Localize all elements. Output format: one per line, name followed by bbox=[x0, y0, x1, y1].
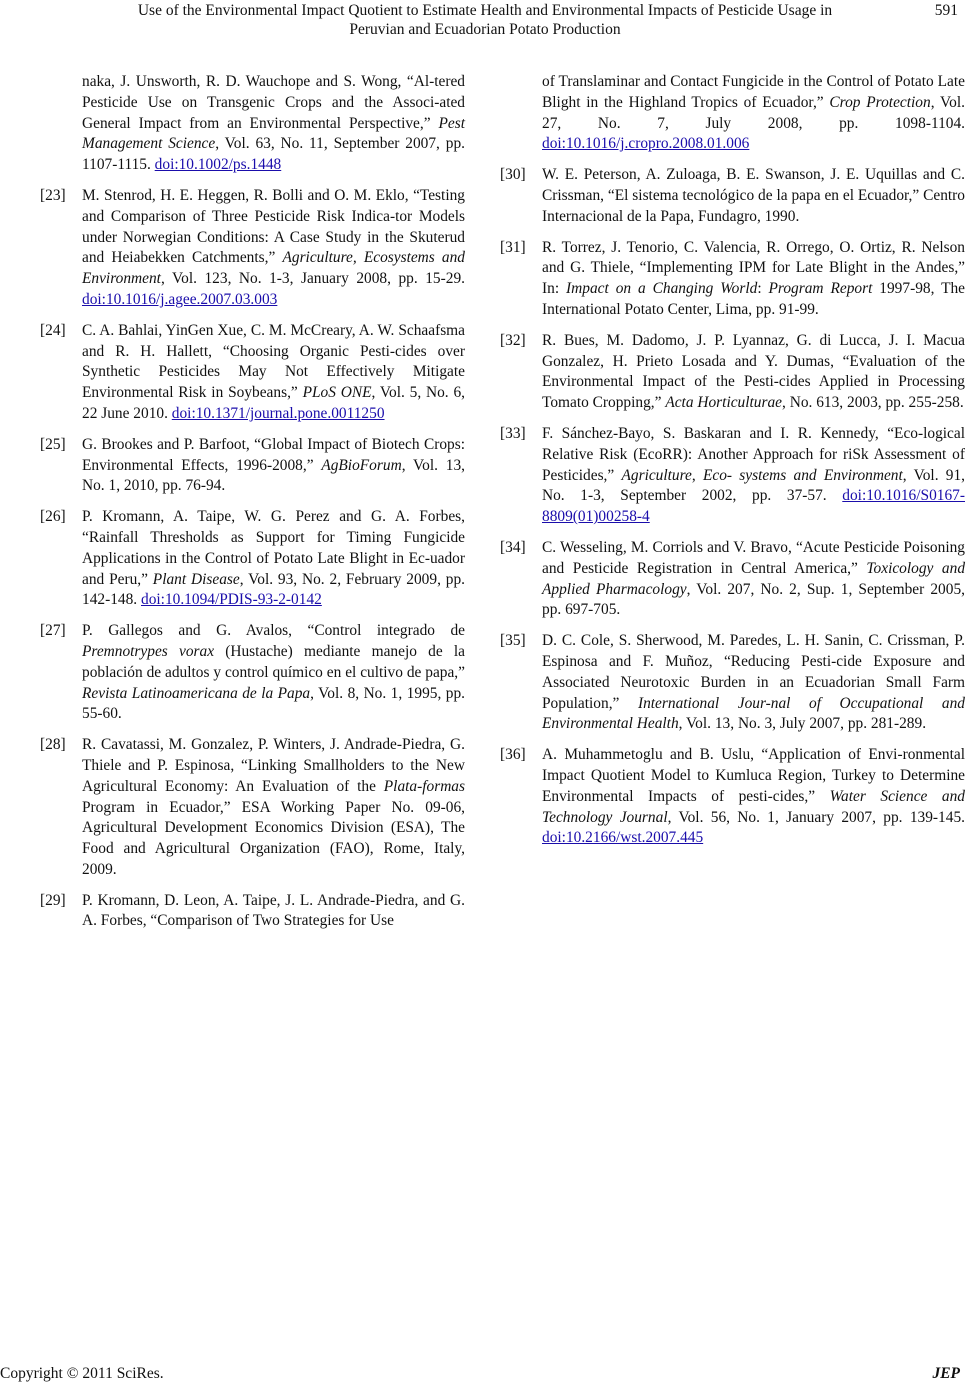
reference-text: W. E. Peterson, A. Zuloaga, B. E. Swanson, J. E. Uquillas and C. Crissman, “El sistema tecnológico de la papa en el Ecuador,” Centro Internacional de la Papa, Fundagro, 1990. bbox=[542, 166, 965, 225]
running-title bbox=[40, 1, 930, 39]
reference-number: [25] bbox=[40, 435, 66, 453]
reference-text: : bbox=[757, 280, 769, 298]
reference-entry bbox=[40, 72, 465, 176]
reference-italic-text: Agriculture, Ecosystems and Environment bbox=[82, 249, 465, 288]
reference-text: of Translaminar and Contact Fungicide in the Control of Potato Late Blight in the Highland Tropics of Ecuador,” bbox=[542, 73, 965, 111]
reference-number: [28] bbox=[40, 736, 66, 754]
reference-italic-text: Plata-formas bbox=[383, 777, 465, 795]
reference-number: [34] bbox=[500, 538, 526, 556]
reference-column-left bbox=[40, 72, 465, 942]
reference-entry bbox=[40, 735, 465, 881]
reference-entry bbox=[40, 891, 465, 933]
reference-text: A. Muhammetoglu and B. Uslu, “Application of Envi-ronmental Impact Quotient Model to Kumluca Region, Turkey to Determine Environmental Impacts of pesti-cides,” bbox=[542, 746, 965, 805]
reference-text: , Vol. 5, No. 6, 22 June 2010. bbox=[82, 384, 466, 422]
reference-entry bbox=[500, 165, 965, 227]
reference-entry bbox=[40, 186, 465, 311]
reference-text: F. Sánchez-Bayo, S. Baskaran and I. R. Kennedy, “Eco-logical Relative Risk (EcoRR): Another Approach for riSk Assessment of Pesticides,” bbox=[542, 424, 965, 484]
reference-number: [36] bbox=[500, 746, 526, 764]
reference-text: R. Cavatassi, M. Gonzalez, P. Winters, J. Andrade-Piedra, G. Thiele and P. Espinosa, “Linking Smallholders to the New Agricultural Economy: An Evaluation of the bbox=[82, 736, 465, 795]
reference-italic-text: Revista Latinoamericana de la Papa bbox=[82, 684, 311, 702]
reference-text: , Vol. 56, No. 1, January 2007, pp. 139-145. bbox=[667, 808, 965, 826]
reference-italic-text: Crop Protection bbox=[829, 93, 931, 111]
reference-italic-text: PLoS ONE bbox=[302, 384, 372, 402]
reference-text: (Hustache) mediante manejo de la población de adultos y control químico en el cultivo de papa,” bbox=[82, 642, 465, 681]
reference-italic-text: Agriculture bbox=[621, 466, 692, 484]
reference-italic-text: International Jour-nal of Occupational and Environmental Health bbox=[542, 694, 965, 733]
reference-italic-text: Impact on a Changing World bbox=[566, 280, 758, 298]
reference-entry bbox=[500, 631, 965, 735]
page-header bbox=[0, 0, 968, 40]
reference-entry bbox=[500, 238, 965, 321]
reference-text: , Vol. 207, No. 2, Sup. 1, September 2005, pp. 697-705. bbox=[542, 580, 965, 619]
journal-abbreviation: JEP bbox=[932, 1365, 960, 1382]
reference-number: [30] bbox=[500, 166, 526, 184]
doi-link[interactable]: doi:10.2166/wst.2007.445 bbox=[542, 829, 704, 847]
reference-number: [31] bbox=[500, 238, 526, 256]
reference-text: R. Bues, M. Dadomo, J. P. Lyannaz, G. di Lucca, J. I. Macua Gonzalez, H. Prieto Losada and Y. Dumas, “Evaluation of the Environmental Impact of the Pesti-cides Applied in Processing Tomato Cropping,” bbox=[542, 331, 965, 412]
reference-entry bbox=[40, 321, 465, 425]
reference-text: C. A. Bahlai, YinGen Xue, C. M. McCreary, A. W. Schaafsma and R. H. Hallett, “Choosing Organic Pesti-cides over Synthetic Pesticides May Not Effectively Mitigate Environmental Risk in Soybeans,” bbox=[82, 321, 465, 402]
reference-text: , Vol. 8, No. 1, 1995, pp. 55-60. bbox=[82, 684, 466, 723]
reference-italic-text: Water Science and Technology Journal bbox=[542, 787, 965, 826]
reference-text: , Vol. 27, No. 7, July 2008, pp. 1098-1104. bbox=[542, 93, 965, 132]
reference-entry bbox=[40, 621, 465, 725]
reference-text: , No. 613, 2003, pp. 255-258. bbox=[782, 394, 964, 412]
reference-number: [35] bbox=[500, 632, 526, 650]
reference-italic-text: Pest Management Science bbox=[82, 114, 465, 153]
reference-text: P. Kromann, D. Leon, A. Taipe, J. L. Andrade-Piedra, and G. A. Forbes, “Comparison of Two Strategies for Use bbox=[82, 891, 465, 930]
reference-italic-text: Eco- systems and Environment bbox=[702, 466, 903, 484]
reference-italic-text: Premnotrypes vorax bbox=[82, 642, 215, 660]
doi-link[interactable]: doi:10.1016/S0167-8809(01)00258-4 bbox=[542, 487, 965, 526]
reference-text: D. C. Cole, S. Sherwood, M. Paredes, L. H. Sanin, C. Crissman, P. Espinosa and F. Muñoz, “Reducing Pesti-cide Exposure and Associated Neurotoxic Burden in an Ecuadorian Small Farm Population,” bbox=[542, 632, 965, 712]
doi-link[interactable]: doi:10.1016/j.agee.2007.03.003 bbox=[82, 290, 278, 308]
reference-text: , Vol. 63, No. 11, September 2007, pp. 1107-1115. bbox=[82, 135, 465, 174]
reference-text: , Vol. 13, No. 3, July 2007, pp. 281-289. bbox=[678, 715, 927, 733]
reference-italic-text: Toxicology and Applied Pharmacology bbox=[542, 559, 966, 598]
doi-link[interactable]: doi:10.1002/ps.1448 bbox=[154, 156, 282, 174]
reference-text: P. Gallegos and G. Avalos, “Control integrado de bbox=[82, 622, 465, 640]
reference-entry bbox=[500, 745, 965, 849]
reference-entry bbox=[40, 507, 465, 611]
reference-number: [26] bbox=[40, 508, 66, 526]
reference-text: C. Wesseling, M. Corriols and V. Bravo, “Acute Pesticide Poisoning and Pesticide Registration in Central America,” bbox=[542, 538, 965, 577]
reference-number: [24] bbox=[40, 321, 66, 339]
running-title-line-1: Use of the Environmental Impact Quotient to Estimate Health and Environmental Impacts of Pesticide Usage in bbox=[137, 2, 833, 19]
reference-text: , Vol. 91, No. 1-3, September 2002, pp. 37-57. bbox=[542, 466, 966, 505]
reference-text: , Vol. 13, No. 1, 2010, pp. 76-94. bbox=[82, 456, 465, 495]
running-title-line-2: Peruvian and Ecuadorian Potato Production bbox=[349, 21, 621, 38]
reference-number: [27] bbox=[40, 622, 66, 640]
reference-text: P. Kromann, A. Taipe, W. G. Perez and G. A. Forbes, “Rainfall Thresholds as Support for Timing Fungicide Applications in the Control of Potato Late Blight in Ec-uador and Peru,” bbox=[82, 508, 465, 588]
reference-entry bbox=[40, 435, 465, 497]
reference-entry bbox=[500, 424, 965, 528]
reference-text: G. Brookes and P. Barfoot, “Global Impact of Biotech Crops: Environmental Effects, 1996-2008,” bbox=[82, 435, 465, 474]
reference-text: naka, J. Unsworth, R. D. Wauchope and S. Wong, “Al-tered Pesticide Use on Transgenic Crops and the Associ-ated General Impact from an Environmental Perspective,” bbox=[82, 73, 465, 132]
reference-entry bbox=[500, 72, 965, 155]
doi-link[interactable]: doi:10.1016/j.cropro.2008.01.006 bbox=[542, 135, 750, 153]
reference-column-right bbox=[500, 72, 965, 859]
reference-text: , bbox=[691, 466, 703, 484]
reference-italic-text: Plant Disease bbox=[152, 570, 240, 588]
reference-number: [32] bbox=[500, 331, 526, 349]
reference-text: R. Torrez, J. Tenorio, C. Valencia, R. Orrego, O. Ortiz, R. Nelson and G. Thiele, “Implementing IPM for Late Blight in the Andes,” In: bbox=[542, 238, 965, 298]
reference-italic-text: AgBioForum bbox=[321, 456, 402, 474]
page-number: 591 bbox=[934, 2, 958, 19]
reference-italic-text: Program Report bbox=[768, 280, 873, 298]
reference-text: , Vol. 93, No. 2, February 2009, pp. 142-148. bbox=[82, 570, 465, 609]
reference-number: [29] bbox=[40, 891, 66, 909]
reference-number: [33] bbox=[500, 424, 526, 442]
copyright-notice: Copyright © 2011 SciRes. bbox=[0, 1365, 164, 1382]
doi-link[interactable]: doi:10.1371/journal.pone.0011250 bbox=[171, 404, 385, 422]
reference-text: , Vol. 123, No. 1-3, January 2008, pp. 15-29. bbox=[160, 270, 465, 288]
doi-link[interactable]: doi:10.1094/PDIS-93-2-0142 bbox=[141, 591, 322, 609]
reference-text: M. Stenrod, H. E. Heggen, R. Bolli and O. M. Eklo, “Testing and Comparison of Three Pesticide Risk Indica-tor Models under Norwegian Conditions: A Case Study in the Skuterud and Heiabekken Catchments,” bbox=[82, 186, 465, 267]
reference-entry bbox=[500, 331, 965, 414]
reference-text: Program in Ecuador,” ESA Working Paper No. 09-06, Agricultural Development Economics Division (ESA), The Food and Agricultural Organization (FAO), Rome, Italy, 2009. bbox=[82, 798, 465, 878]
reference-entry bbox=[500, 538, 965, 621]
reference-italic-text: Acta Horticulturae bbox=[665, 394, 783, 412]
reference-number: [23] bbox=[40, 186, 66, 204]
reference-text: 1997-98, The International Potato Center, Lima, pp. 91-99. bbox=[542, 280, 965, 318]
